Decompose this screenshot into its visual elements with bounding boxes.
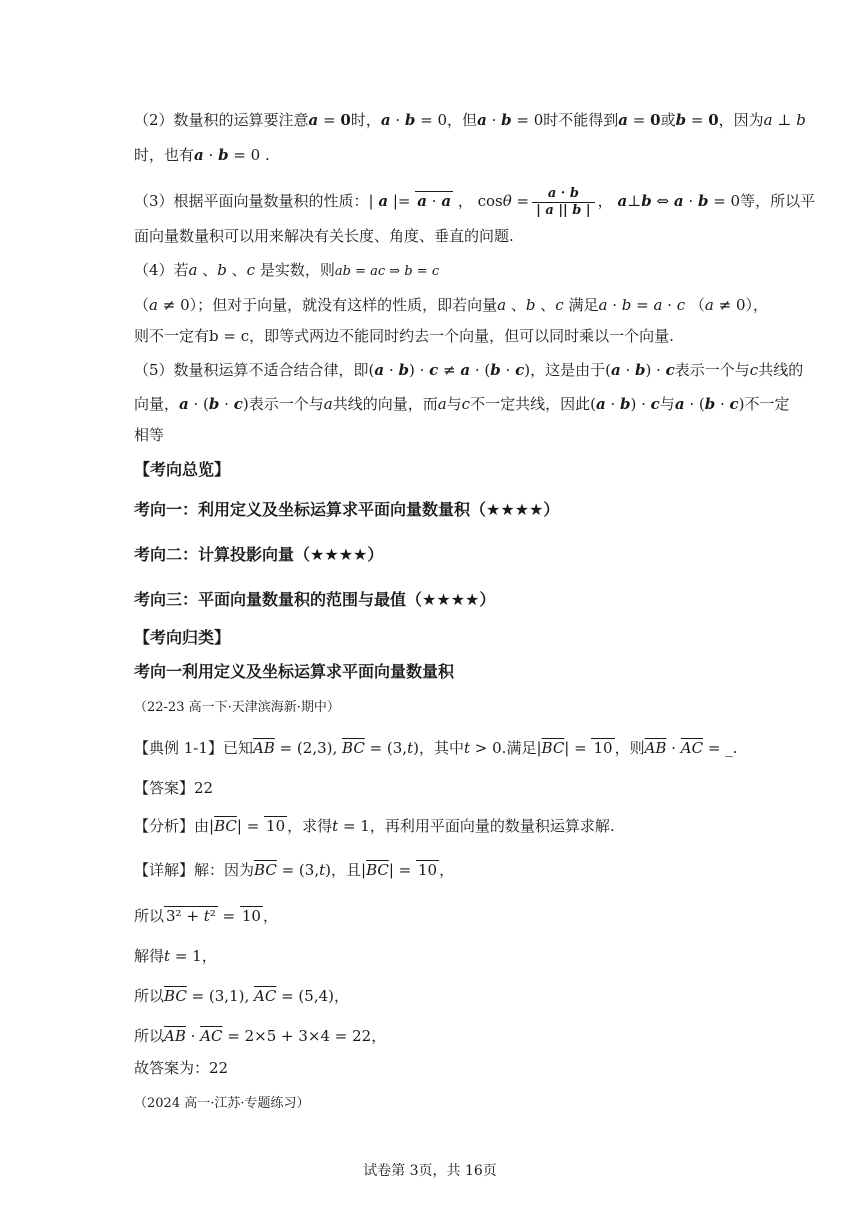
example-question: 【典例 1-1】已知$\overline{AB} = (2,3)$, $\overline{BC} = (3,t)$，其中t > 0.满足$|\overline{BC}| = 10$ ，则$\overline{AB} \cdot \overline{AC}$ = _.: [134, 739, 738, 757]
item-5-line-1: （5）数量积运算不适合结合律，即(a · b) · c ≠ a · (b · c)，这是由于(a · b) · c表示一个与c共线的: [134, 361, 804, 379]
analysis-line: 【分析】由$|\overline{BC}| = 10$ ，求得t = 1，再利用平面向量的数量积运算求解.: [134, 817, 615, 835]
section-classify-heading: 【考向归类】: [134, 628, 231, 647]
example-source-2: （2024 高一·江苏·专题练习）: [134, 1096, 310, 1111]
answer-line: [134, 778, 734, 798]
example-source: （22-23 高一下·天津滨海新·期中）: [134, 700, 340, 715]
item-2-line-2: 时，也有a · b = 0 .: [134, 146, 270, 164]
kaoxiang-3-heading: 考向三：平面向量数量积的范围与最值（★★★★）: [134, 590, 496, 609]
answer-label: 【答案】: [134, 779, 195, 797]
step-2: 解得t = 1，: [134, 947, 217, 965]
step-4: 所以$\overline{AB} \cdot \overline{AC} = 2\times 5 + 3\times 4 = 22$，: [134, 1027, 387, 1045]
item-5-line-3: 相等: [134, 426, 165, 444]
analysis-label: 【分析】: [134, 817, 195, 835]
item-5-line-2: 向量，a · (b · c)表示一个与a共线的向量，而a与c不一定共线，因此(a · b) · c与a · (b · c)不一定: [134, 395, 790, 413]
example-label: 【典例 1-1】: [134, 739, 223, 757]
item-3-line-1: （3）根据平面向量数量积的性质：| a |= a · a ， cosθ = $\frac{a \cdot b}{| a || b |}$ ， a⊥b ⇔ a · b = 0等，所以平: [134, 185, 816, 218]
step-1: 所以 3² + t² = 10 ，: [134, 907, 278, 925]
section-overview-heading: 【考向总览】: [134, 460, 231, 479]
item-4-line-2: （a ≠ 0）；但对于向量，就没有这样的性质，即若向量a 、b 、c 满足a · b = a · c （a ≠ 0），: [134, 296, 769, 314]
answer-value: 22: [194, 779, 214, 797]
item-4-line-1: （4）若a 、b 、c 是实数，则ab = ac ⇒ b = c: [134, 261, 440, 279]
detail-line: 【详解】解：因为$\overline{BC} = (3,t)$，且$|\overline{BC}| = 10$ ，: [134, 861, 455, 879]
kaoxiang-1-title: 考向一利用定义及坐标运算求平面向量数量积: [134, 662, 455, 681]
step-3: 所以$\overline{BC} = (3,1)$, $\overline{AC} = (5,4)$，: [134, 987, 349, 1005]
final-answer: 故答案为：22: [134, 1059, 229, 1077]
detail-label: 【详解】: [134, 861, 195, 879]
item-3-line-2: 面向量数量积可以用来解决有关长度、角度、垂直的问题.: [134, 227, 514, 245]
page-footer: 试卷第 3页，共 16页: [363, 1163, 497, 1179]
kaoxiang-1-heading: 考向一：利用定义及坐标运算求平面向量数量积（★★★★）: [134, 500, 560, 519]
item-4-line-3: 则不一定有b = c，即等式两边不能同时约去一个向量，但可以同时乘以一个向量.: [134, 327, 674, 345]
kaoxiang-2-heading: 考向二：计算投影向量（★★★★）: [134, 545, 384, 564]
item-2-line-1: （2）数量积的运算要注意a = 0时，a · b = 0，但a · b = 0时不能得到a = 0或b = 0，因为a ⊥ b: [134, 111, 806, 129]
